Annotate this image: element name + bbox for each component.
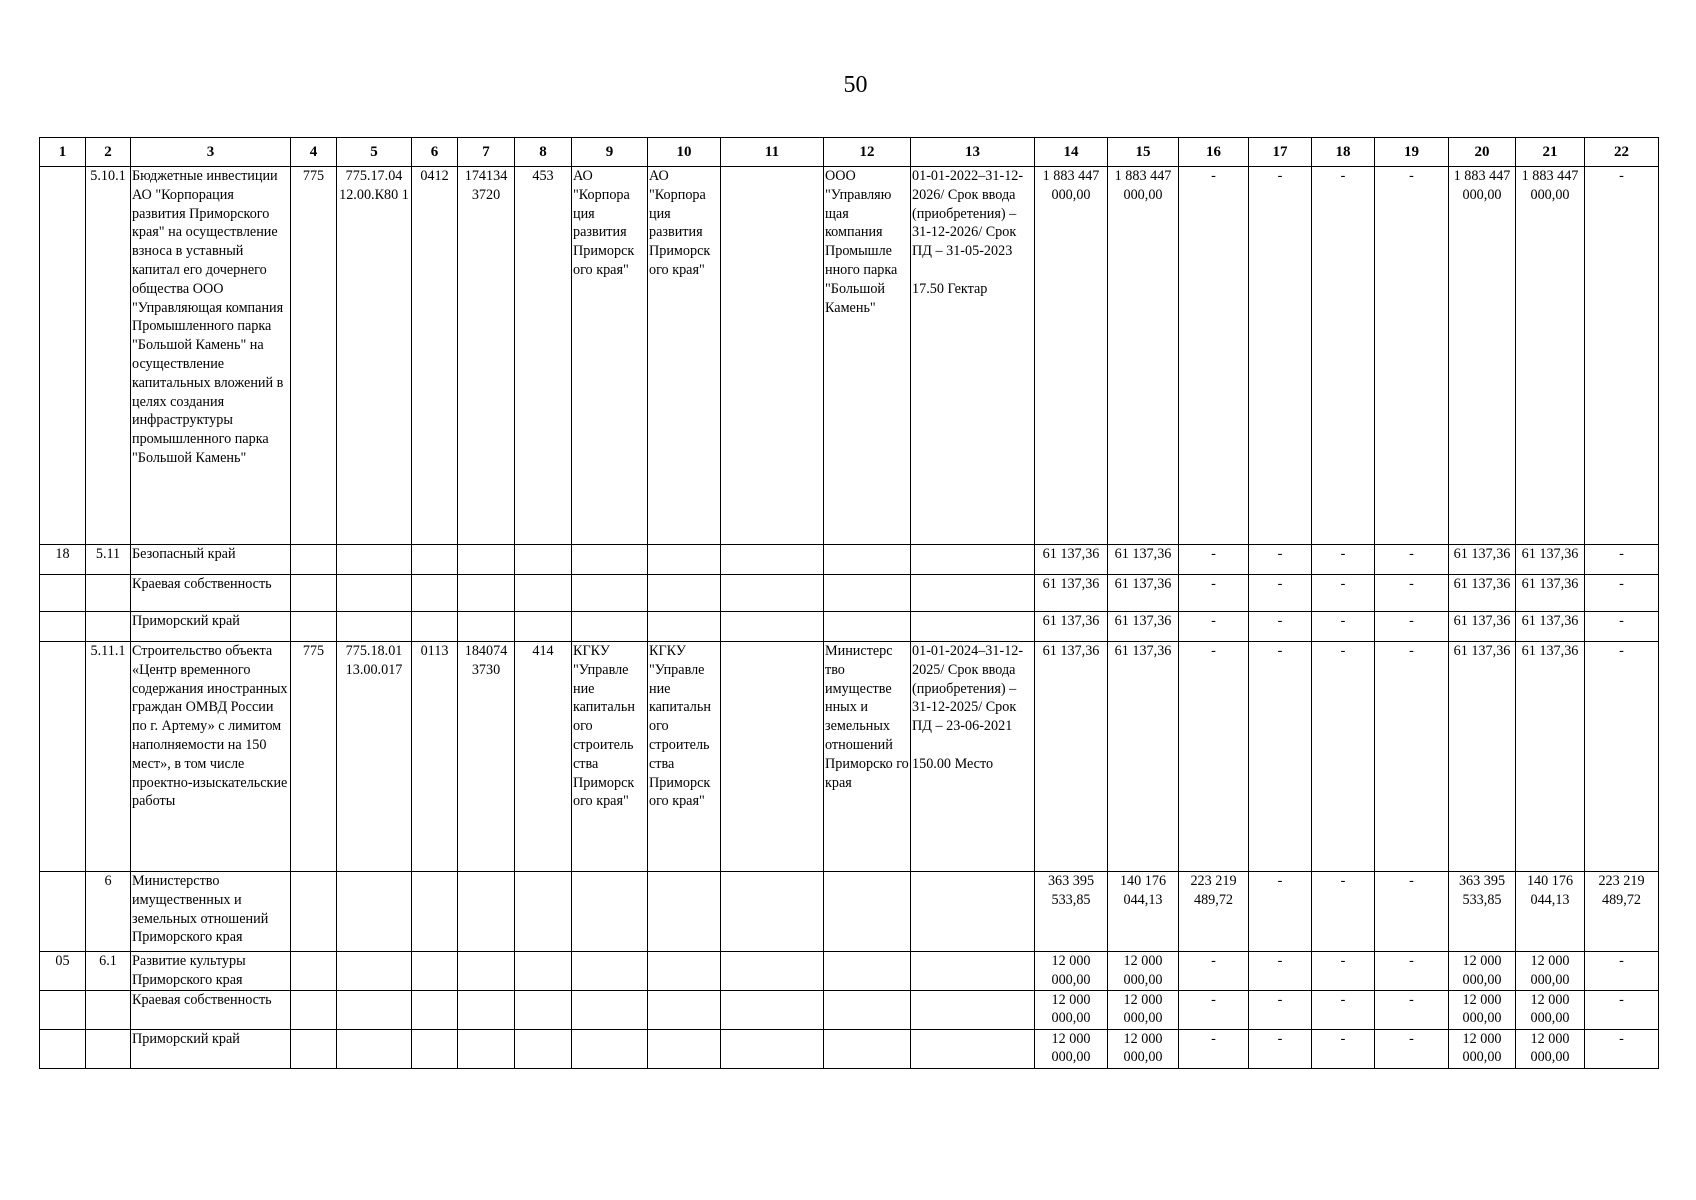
table-cell: 775 (291, 167, 337, 545)
table-cell (40, 990, 86, 1029)
table-cell (412, 952, 458, 991)
header-cell: 16 (1179, 138, 1249, 167)
table-cell (337, 872, 412, 952)
table-cell (40, 642, 86, 872)
table-cell: 61 137,36 (1108, 575, 1179, 612)
table-cell: - (1179, 952, 1249, 991)
table-cell: 174134 3720 (458, 167, 515, 545)
header-cell: 20 (1449, 138, 1516, 167)
table-cell: Краевая собственность (131, 575, 291, 612)
table-cell: 775 (291, 642, 337, 872)
table-cell: - (1375, 545, 1449, 575)
table-cell: КГКУ "Управле ние капитальн ого строитель ства Приморск ого края" (572, 642, 648, 872)
table-cell: 6 (86, 872, 131, 952)
table-cell: Министерство имущественных и земельных отношений Приморского края (131, 872, 291, 952)
table-cell: - (1585, 575, 1659, 612)
table-cell (291, 990, 337, 1029)
table-cell (337, 952, 412, 991)
header-cell: 14 (1035, 138, 1108, 167)
table-cell: - (1179, 612, 1249, 642)
table-cell: - (1312, 990, 1375, 1029)
table-cell: 1 883 447 000,00 (1035, 167, 1108, 545)
header-cell: 7 (458, 138, 515, 167)
table-cell: 61 137,36 (1516, 545, 1585, 575)
table-row (40, 1029, 1659, 1068)
header-cell: 8 (515, 138, 572, 167)
table-cell (721, 545, 824, 575)
table-cell: - (1585, 612, 1659, 642)
table-cell: 61 137,36 (1516, 575, 1585, 612)
table-cell: - (1249, 952, 1312, 991)
table-row (40, 575, 1659, 612)
table-cell (572, 545, 648, 575)
table-cell: 12 000 000,00 (1449, 952, 1516, 991)
table-cell (824, 545, 911, 575)
table-cell: 61 137,36 (1449, 642, 1516, 872)
table-cell (337, 990, 412, 1029)
table-cell: Бюджетные инвестиции АО "Корпорация развития Приморского края" на осуществление взноса в уставный капитал его дочернего общества ООО "Управляющая компания Промышленного парка "Большой Камень" на осуществление капитальных вложений в целях создания инфраструктуры промышленного парка "Большой Камень" (131, 167, 291, 545)
table-cell (824, 612, 911, 642)
table-cell: - (1375, 952, 1449, 991)
table-cell (721, 575, 824, 612)
table-cell: 223 219 489,72 (1179, 872, 1249, 952)
table-cell (412, 575, 458, 612)
header-cell: 4 (291, 138, 337, 167)
budget-table (39, 137, 1659, 1069)
table-row (40, 545, 1659, 575)
table-cell (648, 952, 721, 991)
table-cell: - (1312, 612, 1375, 642)
table-cell: - (1585, 990, 1659, 1029)
table-cell (458, 612, 515, 642)
table-cell: 18 (40, 545, 86, 575)
table-cell (337, 545, 412, 575)
table-cell (412, 1029, 458, 1068)
table-cell: Приморский край (131, 1029, 291, 1068)
table-cell (572, 990, 648, 1029)
table-cell (86, 575, 131, 612)
table-cell: 0412 (412, 167, 458, 545)
header-cell: 22 (1585, 138, 1659, 167)
table-cell (572, 612, 648, 642)
table-cell: - (1249, 642, 1312, 872)
table-cell: - (1312, 167, 1375, 545)
table-cell: - (1249, 1029, 1312, 1068)
table-cell (412, 612, 458, 642)
table-cell: 12 000 000,00 (1108, 990, 1179, 1029)
table-row (40, 952, 1659, 991)
table-cell (648, 990, 721, 1029)
table-cell: - (1179, 990, 1249, 1029)
table-cell: 12 000 000,00 (1516, 952, 1585, 991)
header-cell: 3 (131, 138, 291, 167)
table-cell: 6.1 (86, 952, 131, 991)
table-cell (648, 575, 721, 612)
table-cell: 61 137,36 (1449, 545, 1516, 575)
table-cell: 363 395 533,85 (1035, 872, 1108, 952)
table-cell: 5.10.1 (86, 167, 131, 545)
table-cell (458, 952, 515, 991)
table-cell: 61 137,36 (1035, 575, 1108, 612)
table-cell (86, 612, 131, 642)
table-cell (458, 575, 515, 612)
table-cell (721, 990, 824, 1029)
table-cell (572, 952, 648, 991)
table-cell (291, 872, 337, 952)
table-cell (515, 1029, 572, 1068)
table-cell: - (1312, 642, 1375, 872)
table-cell: 12 000 000,00 (1035, 990, 1108, 1029)
table-cell: - (1249, 612, 1312, 642)
table-cell: - (1375, 642, 1449, 872)
table-cell (721, 952, 824, 991)
table-cell (911, 872, 1035, 952)
table-cell (458, 990, 515, 1029)
table-cell: - (1249, 167, 1312, 545)
table-cell: - (1375, 575, 1449, 612)
table-cell (40, 1029, 86, 1068)
table-cell (911, 575, 1035, 612)
table-cell: 12 000 000,00 (1516, 1029, 1585, 1068)
header-cell: 11 (721, 138, 824, 167)
table-cell (572, 1029, 648, 1068)
table-cell (458, 1029, 515, 1068)
table-cell (721, 1029, 824, 1068)
table-cell: 140 176 044,13 (1516, 872, 1585, 952)
table-cell (911, 990, 1035, 1029)
table-cell (824, 575, 911, 612)
table-cell (572, 575, 648, 612)
table-cell (412, 872, 458, 952)
header-cell: 15 (1108, 138, 1179, 167)
table-cell (458, 872, 515, 952)
table-cell: 414 (515, 642, 572, 872)
header-cell: 12 (824, 138, 911, 167)
table-cell: 61 137,36 (1108, 612, 1179, 642)
table-cell (291, 1029, 337, 1068)
table-cell: 05 (40, 952, 86, 991)
page-number: 50 (843, 72, 868, 98)
table-cell: 363 395 533,85 (1449, 872, 1516, 952)
header-cell: 10 (648, 138, 721, 167)
table-cell (412, 545, 458, 575)
table-cell: - (1585, 545, 1659, 575)
table-cell (721, 642, 824, 872)
table-cell: - (1585, 642, 1659, 872)
table-cell (515, 872, 572, 952)
header-cell: 18 (1312, 138, 1375, 167)
table-cell: 223 219 489,72 (1585, 872, 1659, 952)
table-cell: Безопасный край (131, 545, 291, 575)
table-cell: - (1179, 642, 1249, 872)
header-cell: 19 (1375, 138, 1449, 167)
table-cell: 01-01-2024–31-12-2025/ Срок ввода (приобретения) – 31-12-2025/ Срок ПД – 23-06-2021 150.00 Место (911, 642, 1035, 872)
header-cell: 1 (40, 138, 86, 167)
table-cell: Приморский край (131, 612, 291, 642)
table-cell: 140 176 044,13 (1108, 872, 1179, 952)
table-cell (911, 545, 1035, 575)
table-cell: АО "Корпора ция развития Приморск ого края" (572, 167, 648, 545)
table-cell (911, 952, 1035, 991)
table-cell: - (1312, 575, 1375, 612)
table-cell: КГКУ "Управле ние капитальн ого строитель ства Приморск ого края" (648, 642, 721, 872)
table-cell (40, 167, 86, 545)
table-cell: 1 883 447 000,00 (1516, 167, 1585, 545)
table-cell: - (1312, 1029, 1375, 1068)
table-cell (40, 872, 86, 952)
table-cell: 61 137,36 (1035, 642, 1108, 872)
table-cell: 61 137,36 (1516, 612, 1585, 642)
table-cell: 12 000 000,00 (1108, 952, 1179, 991)
table-cell: - (1249, 545, 1312, 575)
table-cell: 61 137,36 (1449, 612, 1516, 642)
table-cell: 12 000 000,00 (1449, 1029, 1516, 1068)
table-row (40, 990, 1659, 1029)
table-cell: 184074 3730 (458, 642, 515, 872)
table-cell: 0113 (412, 642, 458, 872)
table-cell (572, 872, 648, 952)
table-cell: - (1312, 872, 1375, 952)
table-row (40, 872, 1659, 952)
table-cell (515, 545, 572, 575)
table-cell: 12 000 000,00 (1516, 990, 1585, 1029)
table-cell (40, 612, 86, 642)
table-cell: 61 137,36 (1108, 642, 1179, 872)
table-cell (824, 952, 911, 991)
table-cell: 61 137,36 (1035, 545, 1108, 575)
table-cell: 1 883 447 000,00 (1108, 167, 1179, 545)
table-cell: Строительство объекта «Центр временного содержания иностранных граждан ОМВД России по г. Артему» с лимитом наполняемости на 150 мест», в том числе проектно-изыскательские работы (131, 642, 291, 872)
table-cell: 453 (515, 167, 572, 545)
table-cell: 775.18.01 13.00.017 (337, 642, 412, 872)
table-cell: - (1375, 612, 1449, 642)
table-cell (337, 612, 412, 642)
table-cell (721, 167, 824, 545)
table-cell: 12 000 000,00 (1035, 1029, 1108, 1068)
table-cell: - (1249, 990, 1312, 1029)
table-cell (291, 575, 337, 612)
table-cell (721, 612, 824, 642)
table-cell: Министерс тво имуществе нных и земельных отношений Приморско го края (824, 642, 911, 872)
table-cell: - (1585, 1029, 1659, 1068)
table-cell: - (1375, 167, 1449, 545)
table-cell: 775.17.04 12.00.К80 1 (337, 167, 412, 545)
table-cell: 1 883 447 000,00 (1449, 167, 1516, 545)
table-cell (911, 612, 1035, 642)
table-cell (86, 990, 131, 1029)
header-row (40, 138, 1659, 167)
table-cell: Развитие культуры Приморского края (131, 952, 291, 991)
table-cell (86, 1029, 131, 1068)
table-cell (824, 990, 911, 1029)
table-cell (337, 1029, 412, 1068)
header-cell: 13 (911, 138, 1035, 167)
table-cell (515, 952, 572, 991)
table-cell: 61 137,36 (1108, 545, 1179, 575)
table-cell: - (1375, 990, 1449, 1029)
table-cell: - (1375, 872, 1449, 952)
table-cell (648, 612, 721, 642)
table-cell: ООО "Управляю щая компания Промышле нного парка "Большой Камень" (824, 167, 911, 545)
table-cell: - (1585, 952, 1659, 991)
table-cell (412, 990, 458, 1029)
header-cell: 17 (1249, 138, 1312, 167)
table-cell (515, 612, 572, 642)
table-cell: - (1179, 575, 1249, 612)
table-cell (40, 575, 86, 612)
table-cell: 61 137,36 (1516, 642, 1585, 872)
table-cell: - (1249, 575, 1312, 612)
table-row (40, 612, 1659, 642)
table-cell (291, 612, 337, 642)
table-cell (458, 545, 515, 575)
header-cell: 6 (412, 138, 458, 167)
table-cell (911, 1029, 1035, 1068)
table-cell: 61 137,36 (1035, 612, 1108, 642)
header-cell: 21 (1516, 138, 1585, 167)
table-cell: - (1312, 545, 1375, 575)
table-cell: 12 000 000,00 (1108, 1029, 1179, 1068)
table-row (40, 167, 1659, 545)
table-cell: 5.11.1 (86, 642, 131, 872)
table-cell: 12 000 000,00 (1449, 990, 1516, 1029)
table-cell (648, 872, 721, 952)
table-cell: 12 000 000,00 (1035, 952, 1108, 991)
table-cell: - (1179, 1029, 1249, 1068)
table-cell: Краевая собственность (131, 990, 291, 1029)
table-cell (824, 872, 911, 952)
table-row (40, 642, 1659, 872)
table-cell (291, 952, 337, 991)
header-cell: 5 (337, 138, 412, 167)
table-cell: - (1179, 167, 1249, 545)
table-cell (291, 545, 337, 575)
header-cell: 2 (86, 138, 131, 167)
table-cell: 01-01-2022–31-12-2026/ Срок ввода (приобретения) – 31-12-2026/ Срок ПД – 31-05-2023 17.50 Гектар (911, 167, 1035, 545)
table-cell: 61 137,36 (1449, 575, 1516, 612)
table-cell: АО "Корпора ция развития Приморск ого края" (648, 167, 721, 545)
table-cell: - (1179, 545, 1249, 575)
table-cell: - (1375, 1029, 1449, 1068)
table-cell (648, 1029, 721, 1068)
table-cell: - (1312, 952, 1375, 991)
table-cell (515, 990, 572, 1029)
table-cell (515, 575, 572, 612)
table-cell (648, 545, 721, 575)
table-cell (337, 575, 412, 612)
table-cell (824, 1029, 911, 1068)
header-cell: 9 (572, 138, 648, 167)
table-cell (721, 872, 824, 952)
table-cell: - (1585, 167, 1659, 545)
table-cell: - (1249, 872, 1312, 952)
table-cell: 5.11 (86, 545, 131, 575)
